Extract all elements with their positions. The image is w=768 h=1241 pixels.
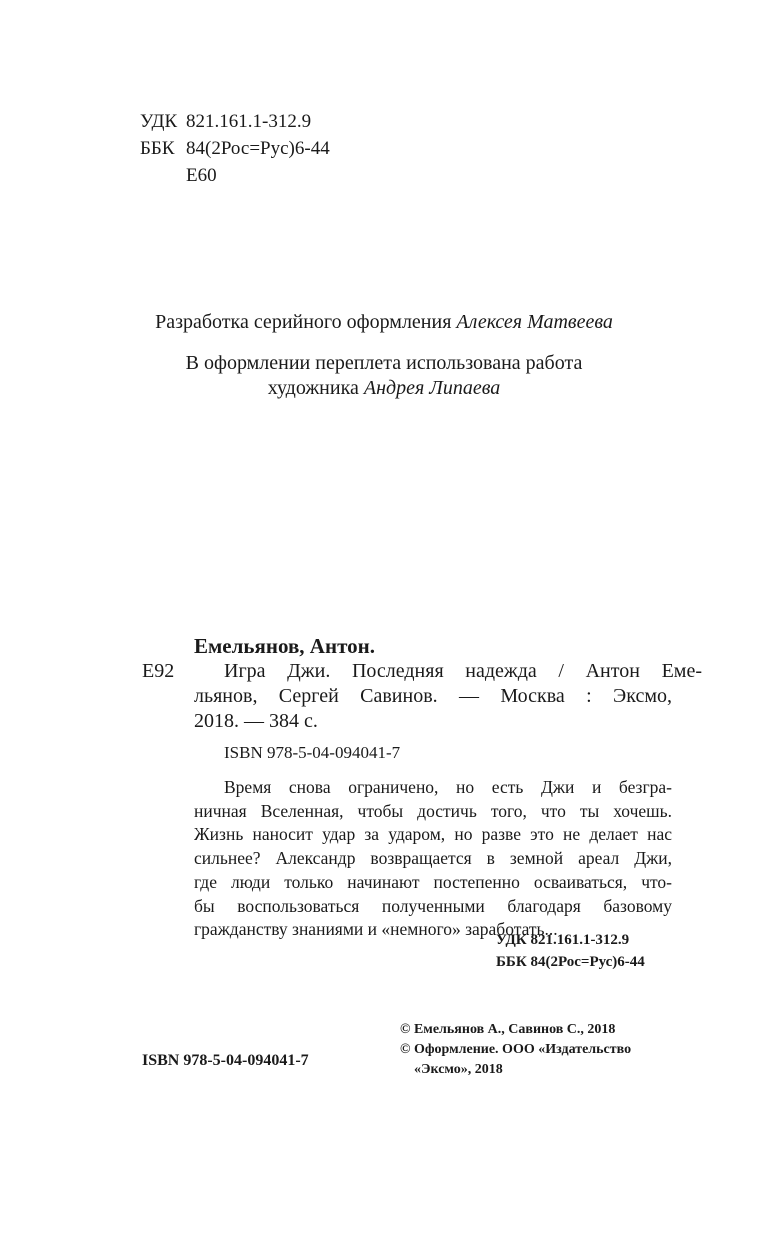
bbk-row [140,135,330,162]
annotation-line: Время снова ограничено, но есть Джи и безгра- [224,777,672,797]
annotation-line: гражданству знаниями и «немного» заработать... [194,919,558,940]
annotation-udk: УДК 821.161.1-312.9 [496,932,630,948]
annotation-line: ничная Вселенная, чтобы достичь того, что ты хочешь. [194,800,672,821]
copyright-line: © Оформление. ООО «Издательство [400,1042,632,1057]
cover-credit-line2 [0,376,768,401]
udk-value: 821.161.1-312.9 [186,111,312,132]
isbn-bottom: ISBN 978-5-04-094041-7 [142,1052,309,1069]
bib-line: Игра Джи. Последняя надежда / Антон Еме- [224,660,702,682]
cover-credit [0,351,768,401]
copyright-line: «Эксмо», 2018 [414,1062,503,1077]
bibliographic-description [194,659,702,734]
annotation-line: бы воспользоваться полученными благодаря базовому [194,895,672,916]
copyright-block [400,1020,631,1080]
design-credit [0,310,768,335]
udk-label: УДК [140,111,178,132]
bibliography-code: Е92 [142,660,175,682]
annotation-codes [496,929,645,973]
cover-credit-line2-text: художника [267,377,364,399]
udk-row [140,108,330,135]
bbk-value: 84(2Рос=Рус)6-44 [186,138,330,159]
cover-credit-line1: В оформлении переплета использована работа [185,352,583,374]
bbk-label: ББК [140,138,175,159]
annotation [194,776,672,942]
copyright-line: © Емельянов А., Савинов С., 2018 [400,1022,616,1037]
author-heading: Емельянов, Антон. [194,634,375,658]
annotation-line: Жизнь наносит удар за ударом, но разве это не делает нас [194,824,672,845]
design-credit-text: Разработка серийного оформления [155,311,457,333]
annotation-line: где люди только начинают постепенно осваиваться, что- [194,871,672,892]
annotation-line: сильнее? Александр возвращается в земной ареал Джи, [194,848,672,869]
bibliography-isbn: ISBN 978-5-04-094041-7 [224,743,401,762]
author-sign: Е60 [186,165,217,186]
design-credit-name: Алексея Матвеева [456,311,613,333]
cover-credit-artist: Андрея Липаева [363,377,501,399]
bib-line: льянов, Сергей Савинов. — Москва : Эксмо, [194,685,672,707]
bib-line: 2018. — 384 с. [194,710,318,732]
classification-block [140,108,330,189]
annotation-bbk: ББК 84(2Рос=Рус)6-44 [496,954,645,970]
author-sign-row [140,162,330,189]
